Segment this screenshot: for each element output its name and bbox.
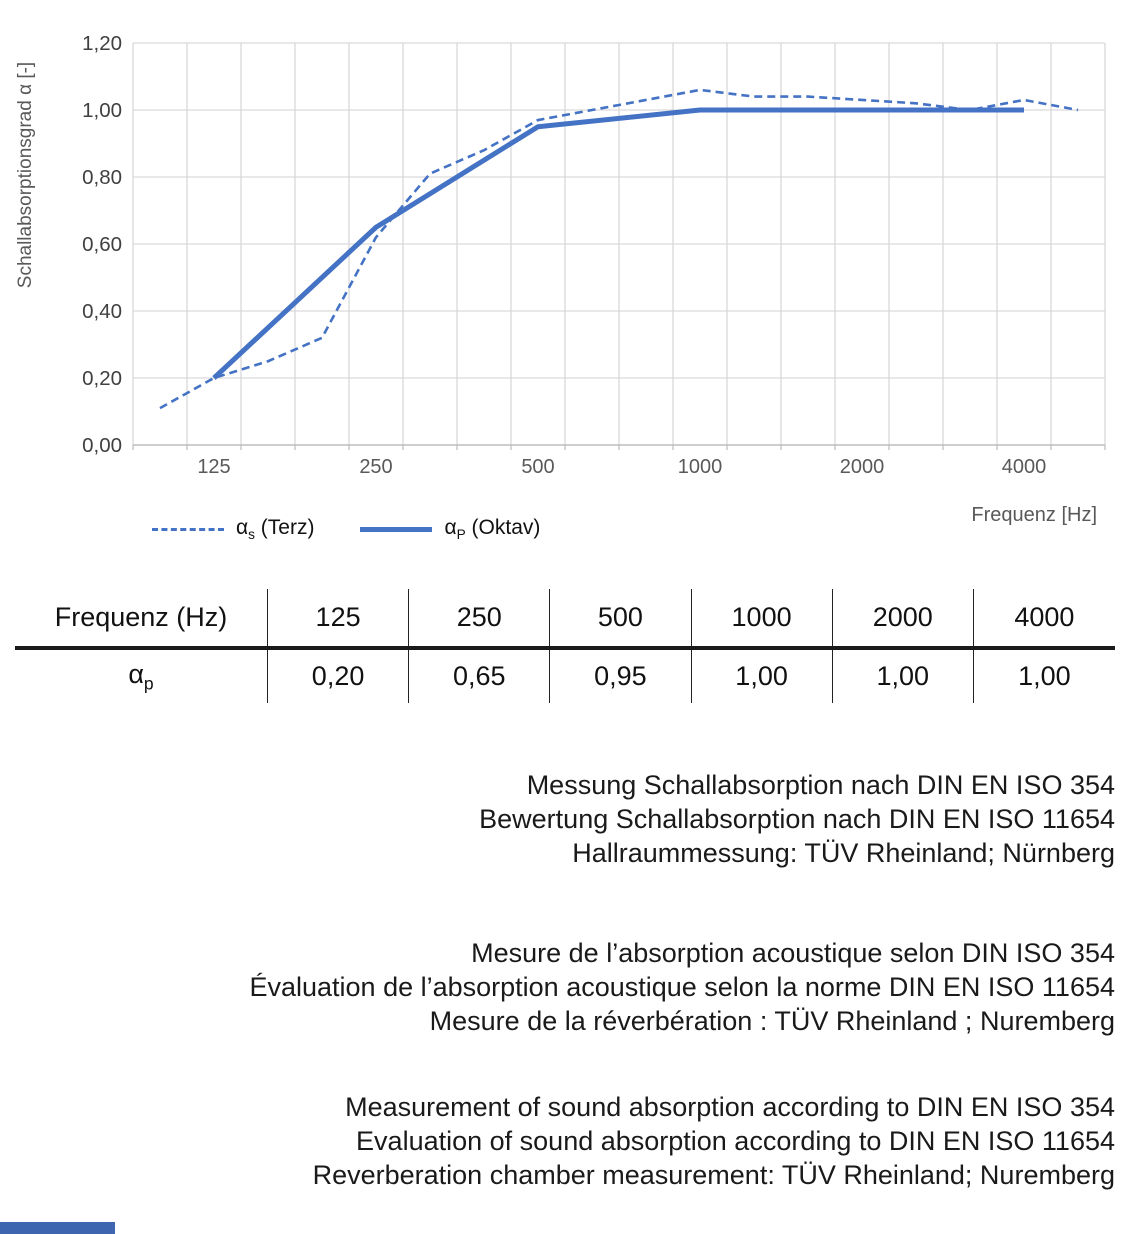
table-row-label-alpha-p: $\alpha_p$ <box>15 650 268 703</box>
table-header-1000: 1000 <box>692 589 833 646</box>
table-value-4000: 1,00 <box>1018 661 1071 691</box>
table-header-500: 500 <box>550 589 691 646</box>
svg-text:125: 125 <box>197 456 231 478</box>
dashed-line-swatch-icon <box>152 528 224 531</box>
note-line: Evaluation of sound absorption according to DIN EN ISO 11654 <box>356 1126 1115 1156</box>
legend-item-oktav <box>360 516 540 542</box>
svg-text:250: 250 <box>359 456 393 478</box>
svg-text:2000: 2000 <box>839 456 885 478</box>
table-header-250: 250 <box>409 589 550 646</box>
svg-text:0,40: 0,40 <box>82 300 122 323</box>
table-value-250: 0,65 <box>409 650 550 703</box>
notes-french <box>249 936 1115 1038</box>
footer-brand-bar <box>0 1222 115 1234</box>
table-header-125: 125 <box>268 589 409 646</box>
table-header-2000: 2000 <box>833 589 974 646</box>
notes-german <box>479 768 1115 870</box>
svg-text:1,00: 1,00 <box>82 99 122 122</box>
absorption-chart-svg <box>0 0 1135 560</box>
note-line: Measurement of sound absorption according to DIN EN ISO 354 <box>345 1092 1115 1122</box>
legend-label-terz: $\alpha_s$ (Terz) <box>236 516 315 543</box>
svg-text:500: 500 <box>521 456 555 478</box>
sound-absorption-chart <box>0 0 1135 560</box>
notes-english <box>313 1090 1115 1192</box>
absorption-table <box>15 589 1115 703</box>
x-axis-title: Frequenz [Hz] <box>971 504 1097 526</box>
note-line: Mesure de la réverbération : TÜV Rheinland ; Nuremberg <box>429 1006 1115 1036</box>
svg-text:Schallabsorptionsgrad α [-]: Schallabsorptionsgrad α [-] <box>15 61 36 289</box>
note-line: Évaluation de l’absorption acoustique selon la norme DIN EN ISO 11654 <box>249 972 1115 1002</box>
svg-text:1000: 1000 <box>677 456 723 478</box>
svg-text:0,80: 0,80 <box>82 166 122 189</box>
table-value-1000: 1,00 <box>692 650 833 703</box>
svg-text:0,60: 0,60 <box>82 233 122 256</box>
note-line: Reverberation chamber measurement: TÜV Rheinland; Nuremberg <box>312 1160 1115 1190</box>
table-header-4000: 4000 <box>1014 602 1075 632</box>
svg-text:0,00: 0,00 <box>82 434 122 457</box>
note-line: Messung Schallabsorption nach DIN EN ISO 354 <box>526 770 1115 800</box>
table-value-2000: 1,00 <box>833 650 974 703</box>
table-value-125: 0,20 <box>268 650 409 703</box>
svg-text:4000: 4000 <box>1001 456 1047 478</box>
note-line: Mesure de l’absorption acoustique selon DIN ISO 354 <box>471 938 1115 968</box>
table-value-500: 0,95 <box>550 650 691 703</box>
legend-item-terz <box>152 516 314 542</box>
chart-legend <box>152 516 540 542</box>
solid-line-swatch-icon <box>360 527 432 532</box>
note-line: Hallraummessung: TÜV Rheinland; Nürnberg <box>572 838 1115 868</box>
table-header-frequency: Frequenz (Hz) <box>15 589 268 646</box>
svg-text:1,20: 1,20 <box>82 32 122 55</box>
note-line: Bewertung Schallabsorption nach DIN EN ISO 11654 <box>479 804 1115 834</box>
legend-label-oktav: $\alpha_P$ (Oktav) <box>444 516 541 543</box>
svg-text:0,20: 0,20 <box>82 367 122 390</box>
